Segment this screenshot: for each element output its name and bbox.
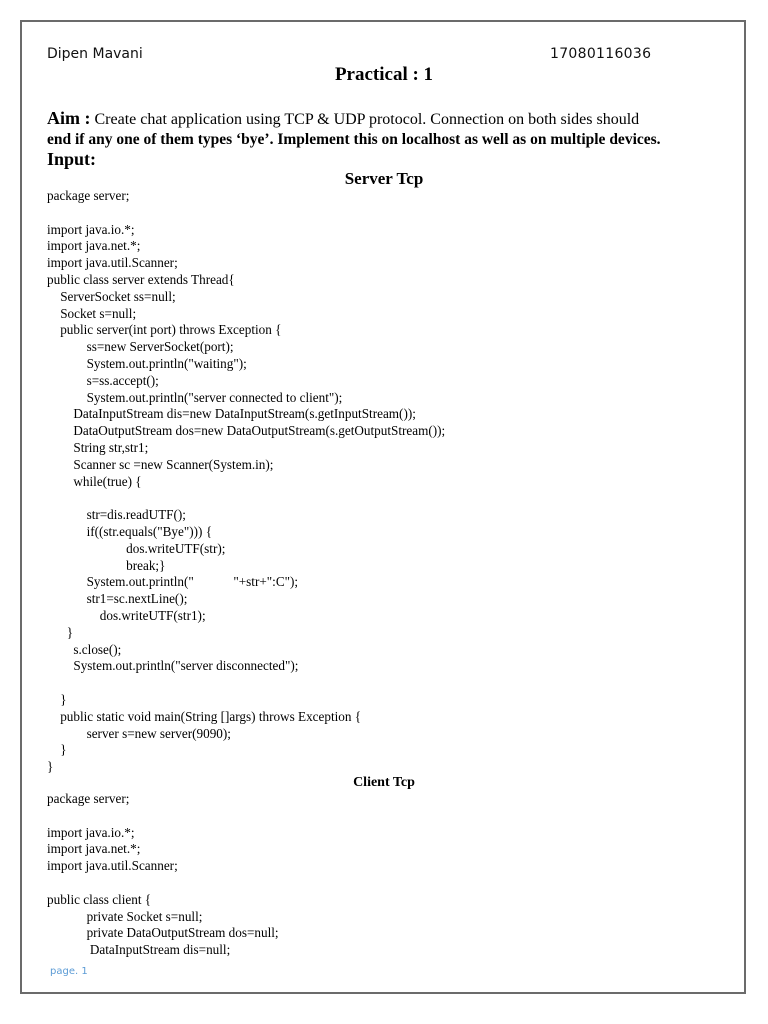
code-line: } <box>47 742 67 758</box>
code-line: server s=new server(9090); <box>47 725 231 741</box>
code-line: DataInputStream dis=null; <box>47 942 231 958</box>
code-line: } <box>47 691 67 707</box>
code-line <box>47 205 445 222</box>
code-line: System.out.println("waiting"); <box>47 355 247 371</box>
code-line: public server(int port) throws Exception { <box>47 322 282 338</box>
code-line <box>47 808 279 825</box>
page-number: page. 1 <box>50 966 88 977</box>
code-line: System.out.println("server disconnected"); <box>47 658 299 674</box>
code-line: } <box>47 759 54 775</box>
page-title: Practical : 1 <box>334 64 434 85</box>
author-name: Dipen Mavani <box>47 46 143 62</box>
code-line <box>47 675 445 692</box>
client-code-block <box>47 791 279 959</box>
code-line: dos.writeUTF(str); <box>47 540 226 556</box>
code-line: if((str.equals("Bye"))) { <box>47 523 213 539</box>
code-line: break;} <box>47 557 166 573</box>
code-line: ServerSocket ss=null; <box>47 288 176 304</box>
code-line: import java.net.*; <box>47 841 141 857</box>
code-line: while(true) { <box>47 473 142 489</box>
code-line: import java.util.Scanner; <box>47 858 178 874</box>
code-line: public class server extends Thread{ <box>47 271 235 287</box>
server-code-block <box>47 188 445 776</box>
aim-text-line1: Create chat application using TCP & UDP protocol. Connection on both sides should <box>90 111 640 128</box>
code-line: String str,str1; <box>47 439 149 455</box>
code-line: package server; <box>47 791 130 806</box>
aim-paragraph <box>47 108 721 150</box>
code-line: str=dis.readUTF(); <box>47 507 186 523</box>
code-line: s.close(); <box>47 641 122 657</box>
input-label: Input: <box>47 149 97 169</box>
code-line: import java.io.*; <box>47 824 135 840</box>
client-tcp-heading: Client Tcp <box>353 775 415 790</box>
code-line: ss=new ServerSocket(port); <box>47 339 234 355</box>
code-line: Socket s=null; <box>47 305 137 321</box>
code-line: package server; <box>47 188 130 203</box>
code-line: DataInputStream dis=new DataInputStream(s.getInputStream()); <box>47 406 416 422</box>
code-line: } <box>47 624 74 640</box>
code-line: str1=sc.nextLine(); <box>47 591 188 607</box>
code-line: public static void main(String []args) throws Exception { <box>47 708 362 724</box>
enrollment-number: 17080116036 <box>550 46 652 62</box>
code-line: dos.writeUTF(str1); <box>47 607 206 623</box>
code-line: private DataOutputStream dos=null; <box>47 925 279 941</box>
code-line: DataOutputStream dos=new DataOutputStream(s.getOutputStream()); <box>47 423 446 439</box>
code-line: System.out.println("server connected to client"); <box>47 389 343 405</box>
code-line: public class client { <box>47 891 152 907</box>
code-line: s=ss.accept(); <box>47 372 159 388</box>
code-line: System.out.println(" "+str+":C"); <box>47 574 299 590</box>
aim-text-line2: end if any one of them types ‘bye’. Implement this on localhost as well as on multiple devices. <box>47 131 661 148</box>
server-tcp-heading: Server Tcp <box>344 169 424 188</box>
code-line: import java.io.*; <box>47 221 135 237</box>
code-line: private Socket s=null; <box>47 908 203 924</box>
code-line <box>47 875 279 892</box>
code-line: import java.util.Scanner; <box>47 255 178 271</box>
code-line: import java.net.*; <box>47 238 141 254</box>
code-line <box>47 490 445 507</box>
aim-label: Aim : <box>47 108 91 128</box>
code-line: Scanner sc =new Scanner(System.in); <box>47 456 274 472</box>
